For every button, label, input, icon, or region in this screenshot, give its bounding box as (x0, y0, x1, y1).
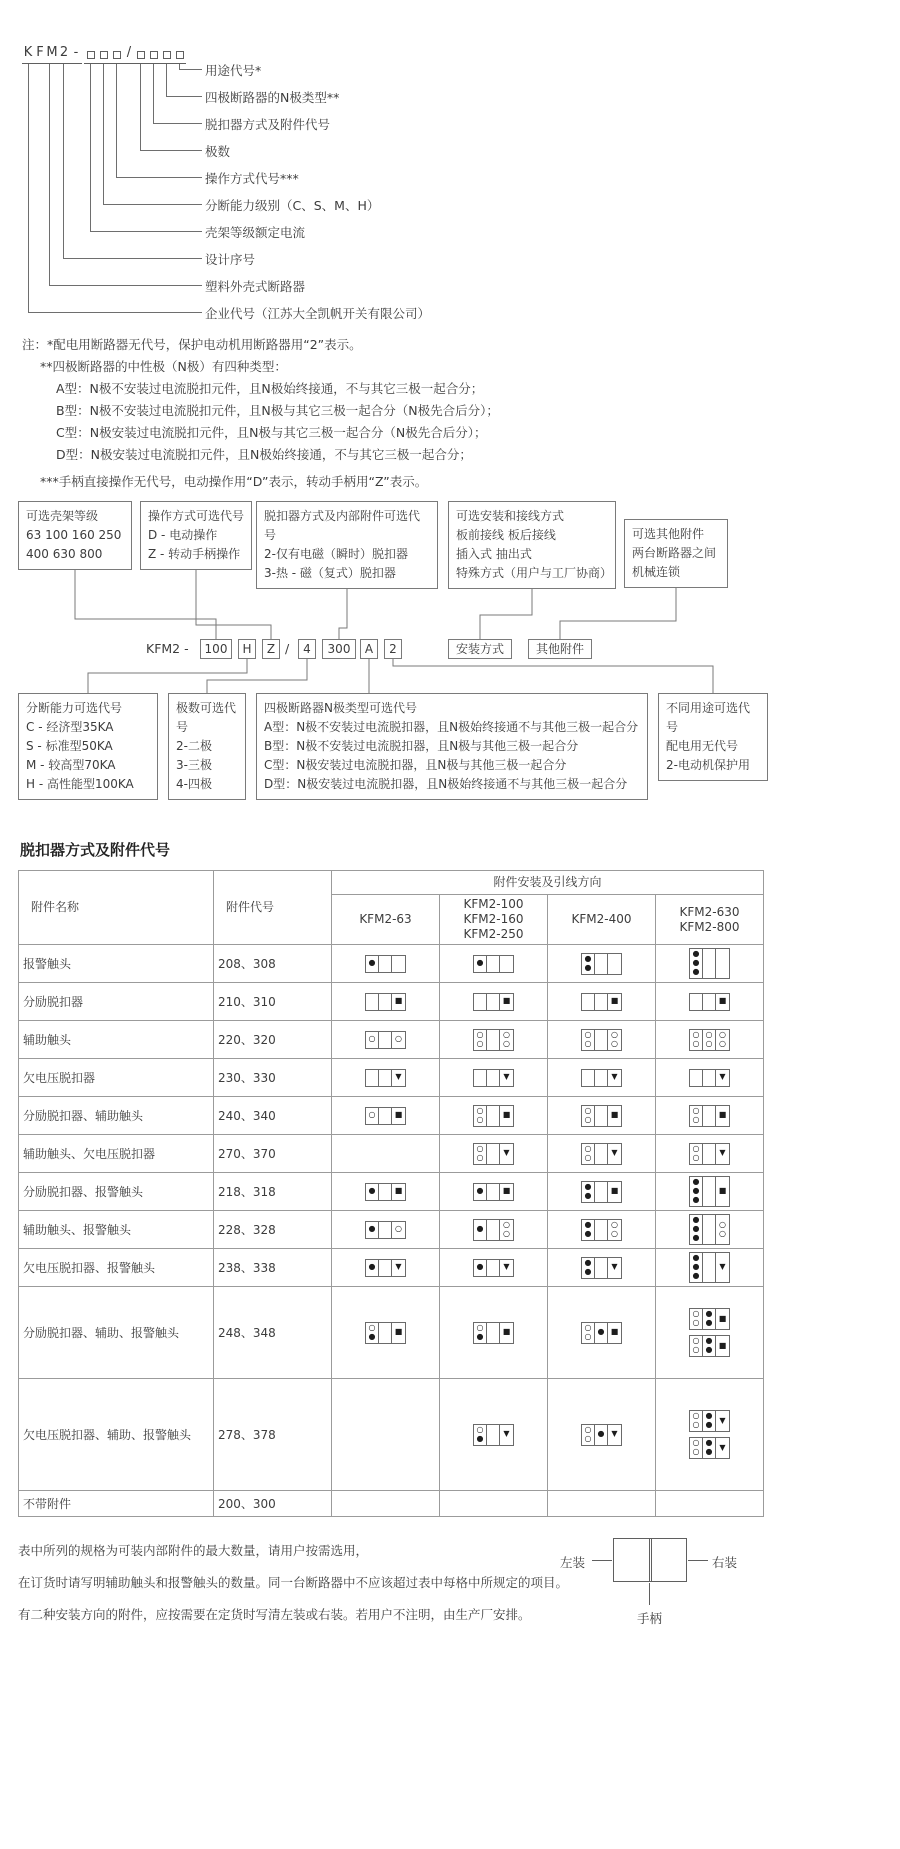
model-code-diagram (0, 18, 900, 324)
note-line: A型：N极不安装过电流脱扣元件，且N极始终接通，不与其它三极一起合分； (56, 381, 484, 396)
model-code-npole: A (360, 639, 378, 659)
box-title: 极数可选代号 (176, 701, 237, 734)
symbol-cell: ○ ○ ○ ○ (548, 1021, 656, 1059)
header-line: KFM2-800 (679, 919, 740, 934)
box-line: S - 标准型50KA (26, 739, 113, 753)
accessory-code: 210、310 (214, 983, 332, 1021)
box-line: Z - 转动手柄操作 (148, 547, 241, 561)
box-line: 板前接线 板后接线 (456, 528, 556, 542)
model-row-slash: / (285, 641, 290, 656)
code-label-company: 企业代号（江苏大全凯帆开关有限公司） (205, 306, 431, 321)
symbol-cell: ● ● (548, 945, 656, 983)
col-header-kfm2-100-250 (440, 895, 548, 945)
code-box-square (137, 51, 145, 59)
code-label-design: 设计序号 (205, 252, 256, 267)
symbol-cell: ● ● ○ ○ (548, 1211, 656, 1249)
box-line: D型：N极安装过电流脱扣器，且N极始终接通不与其他三极一起合分 (264, 777, 628, 791)
trip-options-box (256, 501, 438, 589)
accessory-name: 欠电压脱扣器、报警触头 (19, 1249, 214, 1287)
col-header-kfm2-400 (548, 895, 656, 945)
accessory-name: 不带附件 (19, 1491, 214, 1517)
box-line: A型：N极不安装过电流脱扣器，且N极始终接通不与其他三极一起合分 (264, 720, 639, 734)
col-header-kfm2-630-800 (656, 895, 764, 945)
model-char-k: K (22, 45, 34, 64)
table-row (19, 1211, 764, 1249)
symbol-cell: ○ ○ ● ● ▼ ○ ○ ● ● ▼ (656, 1379, 764, 1491)
header-line: KFM2-100 (463, 897, 524, 911)
code-label-operation: 操作方式代号*** (205, 171, 299, 186)
left-mount-label: 左装 (560, 1555, 586, 1570)
table-row (19, 1379, 764, 1491)
box-line: 2-仅有电磁（瞬时）脱扣器 (264, 547, 408, 561)
accessory-code: 248、348 (214, 1287, 332, 1379)
poles-options-box (168, 693, 246, 800)
accessory-code: 218、318 (214, 1173, 332, 1211)
symbol-cell (332, 1379, 440, 1491)
symbol-cell: ■ (548, 983, 656, 1021)
accessory-code: 238、338 (214, 1249, 332, 1287)
symbol-cell: ○ ○ ■ (440, 1097, 548, 1135)
symbol-cell: ○ ○ ○ ○ (440, 1021, 548, 1059)
breaker-front-view (613, 1538, 687, 1582)
notes-section (0, 334, 900, 493)
symbol-cell: ○ ● ■ (332, 1287, 440, 1379)
model-code-usage: 2 (384, 639, 402, 659)
model-char-m: M (46, 45, 58, 64)
symbol-cell: ▼ (440, 1059, 548, 1097)
symbol-cell: ● ● ● ○ ○ (656, 1211, 764, 1249)
accessory-code: 220、320 (214, 1021, 332, 1059)
box-line: 3-热 - 磁（复式）脱扣器 (264, 566, 396, 580)
symbol-cell: ○ ○ ▼ (656, 1135, 764, 1173)
code-label-breaking: 分断能力级别（C、S、M、H） (205, 198, 380, 213)
symbol-cell: ● ● ● ▼ (656, 1249, 764, 1287)
model-code-poles: 4 (298, 639, 316, 659)
note-line: C型：N极安装过电流脱扣元件，且N极与其它三极一起合分（N极先合后分）； (56, 425, 487, 440)
box-title: 四极断路器N极类型可选代号 (264, 701, 417, 715)
code-box (97, 45, 110, 64)
operation-options-box (140, 501, 252, 570)
model-slash: / (123, 45, 135, 64)
box-line: 特殊方式（用户与工厂协商） (456, 566, 613, 580)
symbol-cell: ○ ○ ● ▼ (548, 1379, 656, 1491)
box-line: 3-三极 (176, 758, 212, 772)
code-label-npole: 四极断路器的N极类型** (205, 90, 340, 105)
code-label-poles: 极数 (205, 144, 231, 159)
accessory-name: 分励脱扣器 (19, 983, 214, 1021)
box-title: 操作方式可选代号 (148, 509, 245, 523)
symbol-cell: ● (332, 945, 440, 983)
symbol-cell: ○ ○ ■ (656, 1097, 764, 1135)
accessory-name: 分励脱扣器、辅助触头 (19, 1097, 214, 1135)
right-mount-line (688, 1560, 708, 1561)
table-row (19, 1021, 764, 1059)
symbol-cell: ● ■ (332, 1173, 440, 1211)
box-line: D - 电动操作 (148, 528, 218, 542)
col-header-name: 附件名称 (19, 871, 214, 945)
footer-note: 在订货时请写明辅助触头和报警触头的数量。同一台断路器中不应该超过表中每格中所规定的项目。 (18, 1575, 569, 1590)
symbol-cell (548, 1491, 656, 1517)
accessory-name: 分励脱扣器、辅助、报警触头 (19, 1287, 214, 1379)
box-line: 4-四极 (176, 777, 212, 791)
symbol-cell: ● ○ (332, 1211, 440, 1249)
code-box-square (113, 51, 121, 59)
code-box-square (150, 51, 158, 59)
accessory-code: 270、370 (214, 1135, 332, 1173)
footer-note: 有二种安装方向的附件，应按需要在定货时写清左装或右装。若用户不注明，由生产厂安排。 (18, 1607, 531, 1622)
symbol-cell: ○ ○ (332, 1021, 440, 1059)
mounting-options-box (448, 501, 616, 589)
model-char-2: 2 (58, 45, 70, 64)
footer-note: 表中所列的规格为可装内部附件的最大数量，请用户按需选用， (18, 1543, 369, 1558)
header-line: KFM2-630 (679, 904, 740, 919)
box-title: 脱扣器方式及内部附件可选代号 (264, 509, 421, 542)
handle-label: 手柄 (637, 1611, 663, 1626)
table-row (19, 1287, 764, 1379)
symbol-cell: ● ▼ (332, 1249, 440, 1287)
symbol-cell: ○ ● ■ (440, 1287, 548, 1379)
accessory-code: 200、300 (214, 1491, 332, 1517)
symbol-cell: ○ ● ▼ (440, 1379, 548, 1491)
model-dash: - (70, 45, 82, 64)
code-box-square (87, 51, 95, 59)
symbol-cell: ○ ○ ● ● ■ ○ ○ ● ● ■ (656, 1287, 764, 1379)
table-row (19, 1249, 764, 1287)
symbol-cell: ○ ○ ■ (548, 1097, 656, 1135)
symbol-cell: ○ ○ ▼ (548, 1135, 656, 1173)
note-line: D型：N极安装过电流脱扣元件，且N极始终接通，不与其它三极一起合分； (56, 447, 472, 462)
accessory-name: 欠电压脱扣器 (19, 1059, 214, 1097)
breaker-center-divider (649, 1539, 652, 1581)
header-line: KFM2-250 (463, 927, 524, 941)
accessory-code: 230、330 (214, 1059, 332, 1097)
usage-options-box (658, 693, 768, 781)
symbol-cell: ■ (332, 983, 440, 1021)
symbol-cell: ▼ (656, 1059, 764, 1097)
col-header-code: 附件代号 (214, 871, 332, 945)
accessory-code: 240、340 (214, 1097, 332, 1135)
box-line: 400 630 800 (26, 547, 103, 561)
symbol-cell: ■ (656, 983, 764, 1021)
table-row (19, 1097, 764, 1135)
model-code-mounting: 安装方式 (448, 639, 512, 659)
model-char-f: F (34, 45, 46, 64)
symbol-cell: ● ○ ○ (440, 1211, 548, 1249)
model-code-frame: 100 (200, 639, 232, 659)
accessory-name: 报警触头 (19, 945, 214, 983)
box-title: 不同用途可选代号 (666, 701, 751, 734)
accessory-name: 辅助触头、报警触头 (19, 1211, 214, 1249)
accessory-code: 228、328 (214, 1211, 332, 1249)
box-line: 2-二极 (176, 739, 212, 753)
accessory-name: 欠电压脱扣器、辅助、报警触头 (19, 1379, 214, 1491)
code-label-trip: 脱扣器方式及附件代号 (205, 117, 331, 132)
accessory-code: 208、308 (214, 945, 332, 983)
note-line: **四极断路器的中性极（N极）有四种类型： (40, 359, 287, 374)
code-box-square (176, 51, 184, 59)
table-row (19, 1173, 764, 1211)
model-code-operation: Z (262, 639, 280, 659)
table-row (19, 1135, 764, 1173)
code-box (110, 45, 123, 64)
symbol-cell: ○ ○ ● ■ (548, 1287, 656, 1379)
left-mount-line (592, 1560, 612, 1561)
code-box (84, 45, 97, 64)
accessory-table (18, 870, 764, 1517)
header-line: KFM2-63 (359, 912, 412, 926)
box-line: B型：N极不安装过电流脱扣器，且N极与其他三极一起合分 (264, 739, 579, 753)
accessory-name: 辅助触头 (19, 1021, 214, 1059)
code-box-square (100, 51, 108, 59)
box-line: 配电用无代号 (666, 739, 739, 753)
model-code-trip: 300 (322, 639, 356, 659)
symbol-cell: ● ● ● ■ (656, 1173, 764, 1211)
box-title: 分断能力可选代号 (26, 701, 123, 715)
code-box (134, 45, 147, 64)
box-line: H - 高性能型100KA (26, 777, 134, 791)
note-line: 注：*配电用断路器无代号，保护电动机用断路器用“2”表示。 (22, 337, 362, 352)
accessory-name: 分励脱扣器、报警触头 (19, 1173, 214, 1211)
table-row (19, 945, 764, 983)
symbol-cell (332, 1135, 440, 1173)
symbol-cell: ● ● ▼ (548, 1249, 656, 1287)
breaking-options-box (18, 693, 158, 800)
code-box (147, 45, 160, 64)
symbol-cell: ● (440, 945, 548, 983)
option-selection-diagram (0, 501, 900, 813)
box-title: 可选其他附件 (632, 527, 705, 541)
symbol-cell (656, 1491, 764, 1517)
box-title: 可选安装和接线方式 (456, 509, 565, 523)
symbol-cell: ▼ (332, 1059, 440, 1097)
code-box-square (163, 51, 171, 59)
model-code-breaking: H (238, 639, 256, 659)
symbol-cell: ○ ○ ○ ○ ○ ○ (656, 1021, 764, 1059)
document-page (0, 18, 900, 1849)
header-line: KFM2-400 (571, 912, 632, 926)
symbol-cell (332, 1491, 440, 1517)
table-header-row (19, 871, 764, 895)
frame-options-box (18, 501, 132, 570)
table-row (19, 983, 764, 1021)
code-label-mccb: 塑料外壳式断路器 (205, 279, 306, 294)
symbol-cell: ▼ (548, 1059, 656, 1097)
connector-line (28, 64, 202, 313)
symbol-cell: ■ (440, 983, 548, 1021)
model-code-other: 其他附件 (528, 639, 592, 659)
symbol-cell: ● ● ■ (548, 1173, 656, 1211)
accessory-code: 278、378 (214, 1379, 332, 1491)
symbol-cell: ○ ■ (332, 1097, 440, 1135)
symbol-cell: ● ▼ (440, 1249, 548, 1287)
accessory-name: 辅助触头、欠电压脱扣器 (19, 1135, 214, 1173)
code-box (173, 45, 186, 64)
section-title: 脱扣器方式及附件代号 (20, 841, 171, 859)
box-line: 63 100 160 250 (26, 528, 122, 542)
symbol-cell: ● ■ (440, 1173, 548, 1211)
header-line: KFM2-160 (463, 912, 524, 926)
box-title: 可选壳架等级 (26, 509, 99, 523)
code-box (160, 45, 173, 64)
handle-line (649, 1583, 650, 1605)
symbol-cell (440, 1491, 548, 1517)
footer-section (0, 1531, 900, 1691)
col-header-direction: 附件安装及引线方向 (332, 871, 764, 895)
box-line: M - 较高型70KA (26, 758, 116, 772)
npole-options-box (256, 693, 648, 800)
note-line: ***手柄直接操作无代号，电动操作用“D”表示，转动手柄用“Z”表示。 (40, 474, 428, 489)
right-mount-label: 右装 (712, 1555, 738, 1570)
table-row (19, 1059, 764, 1097)
box-line: 2-电动机保护用 (666, 758, 750, 772)
note-line: B型：N极不安装过电流脱扣元件，且N极与其它三极一起合分（N极先合后分）； (56, 403, 499, 418)
symbol-cell: ○ ○ ▼ (440, 1135, 548, 1173)
model-row-prefix: KFM2 - (146, 641, 189, 656)
code-label-usage: 用途代号* (205, 63, 262, 78)
box-line: 两台断路器之间机械连锁 (632, 546, 717, 579)
box-line: C型：N极安装过电流脱扣器，且N极与其他三极一起合分 (264, 758, 567, 772)
symbol-cell: ● ● ● (656, 945, 764, 983)
col-header-kfm2-63 (332, 895, 440, 945)
table-row (19, 1491, 764, 1517)
code-label-frame: 壳架等级额定电流 (205, 225, 306, 240)
box-line: C - 经济型35KA (26, 720, 114, 734)
other-accessory-options-box (624, 519, 728, 588)
box-line: 插入式 抽出式 (456, 547, 532, 561)
